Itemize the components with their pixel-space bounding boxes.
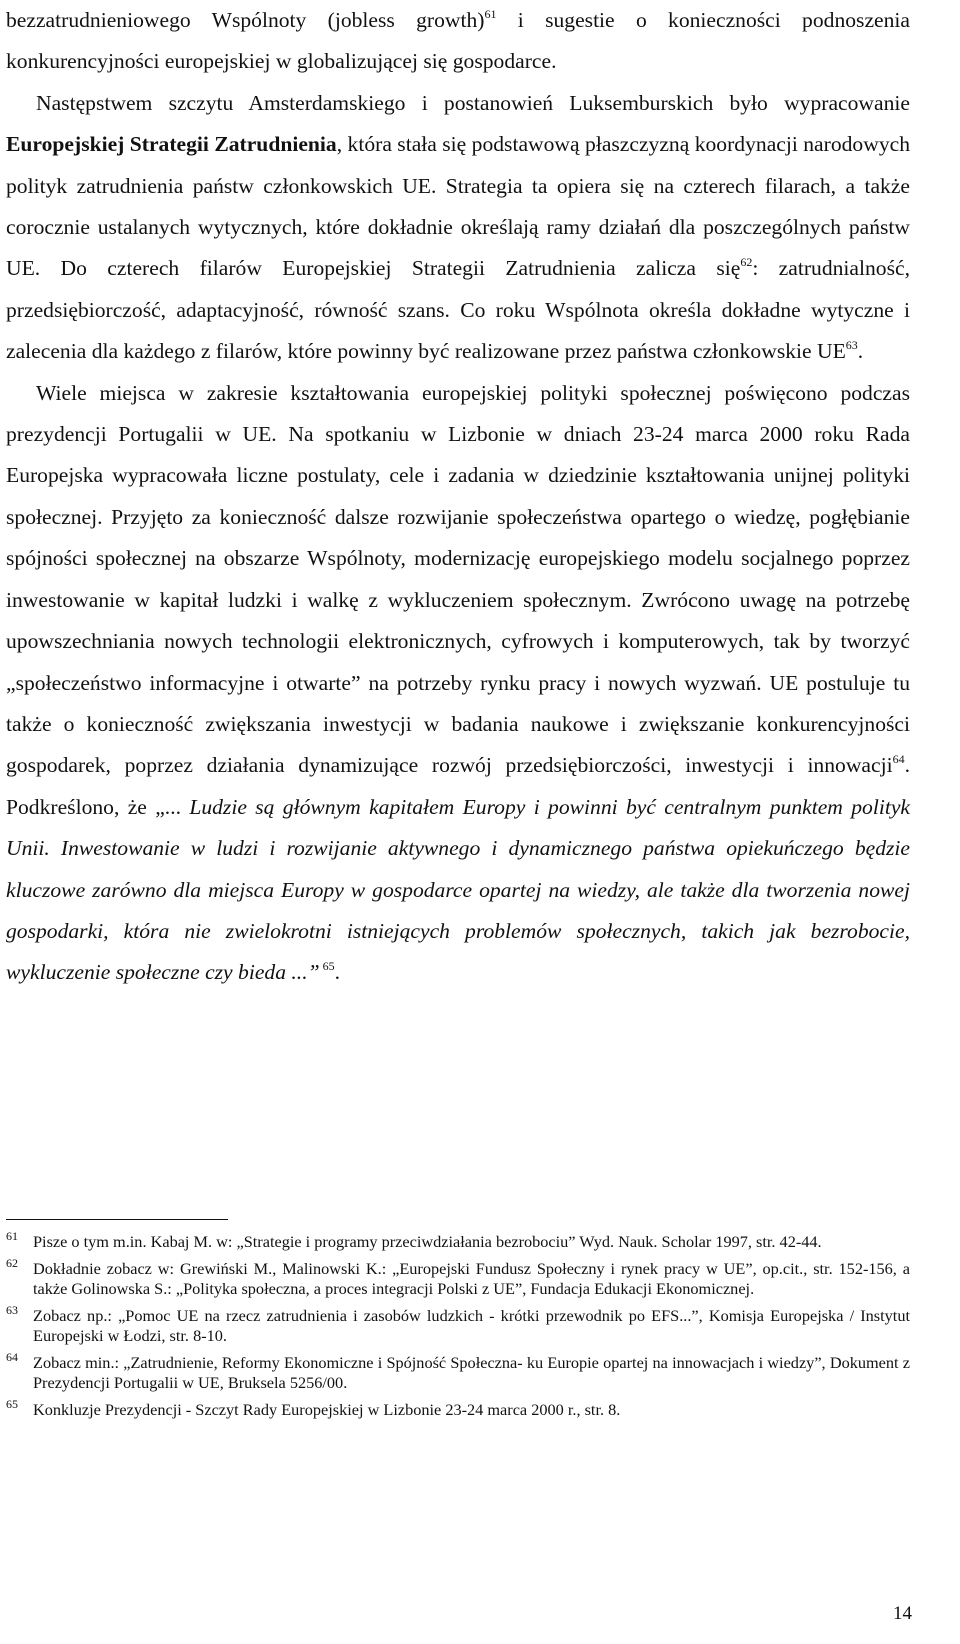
- footnote-number: 62: [6, 1255, 18, 1270]
- paragraph-3-end: .: [334, 960, 341, 985]
- footnote-number: 61: [6, 1229, 18, 1243]
- page-number: 14: [893, 1603, 912, 1624]
- footnote-ref-61[interactable]: 61: [484, 7, 497, 21]
- footnote-text: Dokładnie zobacz w: Grewiński M., Malinowski K.: „Europejski Fundusz Społeczny i rynek pracy w UE”, op.cit., str. 152-156, a także Golinowska S.: „Polityka społeczna, a proces integracji Polski z UE”, Fundacja Edukacji Ekonomicznej.: [33, 1258, 910, 1298]
- paragraph-2-text-c: : zatrudnialność, przedsiębiorczość, adaptacyjność, równość szans. Co roku Wspólnota określa dokładne wytyczne i zalecenia dla każdego z filarów, które powinny być realizowane przez państwa członkowskie UE: [6, 256, 910, 364]
- footnote-62: [6, 1255, 910, 1300]
- paragraph-3-quote-close: ”: [307, 960, 320, 985]
- footnote-63: [6, 1302, 910, 1347]
- footnote-ref-64[interactable]: 64: [892, 752, 905, 767]
- footnote-text: Zobacz min.: „Zatrudnienie, Reformy Ekonomiczne i Spójność Społeczna- ku Europie opartej na innowacjach i wiedzy”, Dokument z Prezydencji Portugalii w UE, Bruksela 5256/00.: [33, 1352, 910, 1392]
- footnote-ref-63[interactable]: 63: [845, 338, 858, 353]
- footnote-number: 63: [6, 1302, 18, 1317]
- footnote-61: [6, 1229, 910, 1253]
- paragraph-3: [6, 373, 910, 994]
- paragraph-1: [6, 0, 910, 83]
- footnote-text: Zobacz np.: „Pomoc UE na rzecz zatrudnienia i zasobów ludzkich - krótki przewodnik po EFS...”, Komisja Europejska / Instytut Europejski w Łodzi, str. 8-10.: [33, 1305, 910, 1345]
- footnote-65: [6, 1396, 910, 1421]
- paragraph-2-text-a: Następstwem szczytu Amsterdamskiego i postanowień Luksemburskich było wypracowanie: [36, 90, 910, 115]
- paragraph-2: [6, 83, 910, 373]
- paragraph-2-text-d: .: [857, 339, 864, 364]
- footnote-text: Pisze o tym m.in. Kabaj M. w: „Strategie i programy przeciwdziałania bezrobociu” Wyd. Nauk. Scholar 1997, str. 42-44.: [33, 1232, 822, 1251]
- footnote-number: 65: [6, 1396, 18, 1411]
- paragraph-3-text-a: Wiele miejsca w zakresie kształtowania europejskiej polityki społecznej poświęcono podczas prezydencji Portugalii w UE. Na spotkaniu w Lizbonie w dniach 23-24 marca 2000 roku Rada Europejska wypracowała liczne postulaty, cele i zadania w dziedzinie kształtowania unijnej polityki społecznej. Przyjęto za konieczność dalsze rozwijanie społeczeństwa opartego o wiedzę, pogłębianie spójności społecznej na obszarze Wspólnoty, modernizację europejskiego modelu socjalnego poprzez inwestowanie w kapitał ludzki i walkę z wykluczeniem społecznym. Zwrócono uwagę na potrzebę upowszechniania nowych technologii elektronicznych, cyfrowych i komputerowych, tak by tworzyć „społeczeństwo informacyjne i otwarte” na potrzeby rynku pracy i nowych wyzwań. UE postuluje tu także o konieczność zwiększania inwestycji w badania naukowe i zwiększanie konkurencyjności gospodarek, poprzez działania dynamizujące rozwój przedsiębiorczości, inwestycji i innowacji: [6, 380, 910, 778]
- footnote-number: 64: [6, 1349, 18, 1364]
- paragraph-1-text-a: bezzatrudnieniowego Wspólnoty (jobless growth): [6, 8, 485, 32]
- footnote-ref-65[interactable]: 65: [319, 959, 335, 974]
- document-body: [6, 0, 910, 994]
- paragraph-2-text-b: , która stała się podstawową płaszczyzną koordynacji narodowych polityk zatrudnienia państw członkowskich UE. Strategia ta opiera się na czterech filarach, a także corocznie ustalanych wytycznych, które dokładnie określają ramy działań dla poszczególnych państw UE. Do czterech filarów Europejskiej Strategii Zatrudnienia zalicza się: [6, 132, 910, 281]
- paragraph-2-bold-term: Europejskiej Strategii Zatrudnienia: [6, 132, 337, 157]
- footnote-text: Konkluzje Prezydencji - Szczyt Rady Europejskiej w Lizbonie 23-24 marca 2000 r., str. 8.: [33, 1399, 621, 1419]
- footnote-64: [6, 1349, 910, 1394]
- footnotes-section: [6, 1219, 910, 1426]
- footnote-separator: [6, 1219, 228, 1220]
- paragraph-3-quote: Ludzie są głównym kapitałem Europy i powinni być centralnym punktem polityk Unii. Inwestowanie w ludzi i rozwijanie aktywnego i dynamicznego państwa opiekuńczego będzie kluczowe zarówno dla miejsca Europy w gospodarce opartej na wiedzy, ale także dla tworzenia nowej gospodarki, która nie zwielokrotni istniejących problemów społecznych, takich jak bezrobocie, wykluczenie społeczne czy bieda ...: [6, 794, 910, 985]
- paragraph-3-text-b: . Podkreślono, że „...: [6, 753, 910, 819]
- footnote-ref-62[interactable]: 62: [740, 255, 753, 270]
- paragraph-1-text-b: i sugestie o konieczności podnoszenia konkurencyjności europejskiej w globalizującej się gospodarce.: [6, 8, 910, 74]
